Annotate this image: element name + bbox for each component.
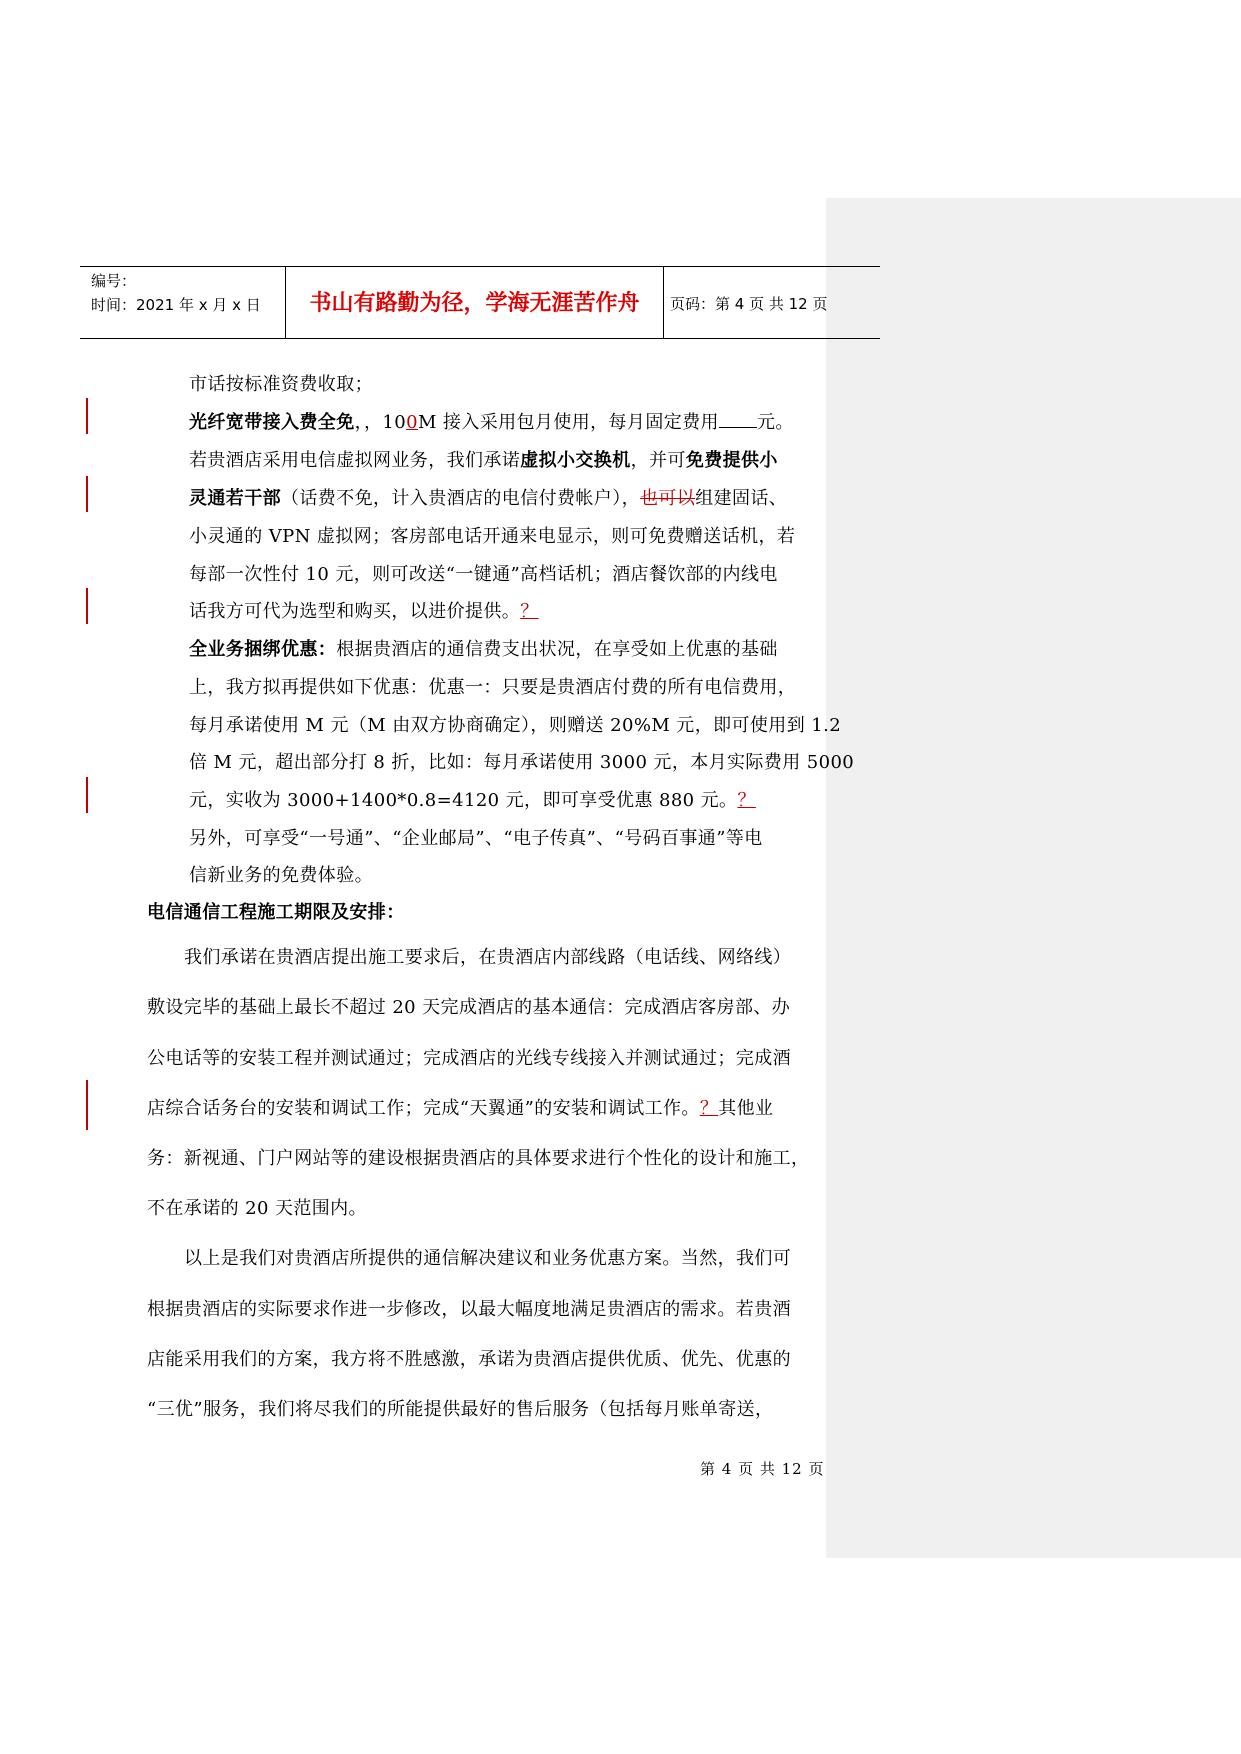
body-line: 另外，可享受“一号通”、“企业邮局”、“电子传真”、“号码百事通”等电 xyxy=(189,828,763,849)
number-label: 编号： xyxy=(91,272,137,290)
header-meta xyxy=(91,269,281,317)
deleted-text: 也可以 xyxy=(640,488,696,509)
body-line: 灵通若干部（话费不免，计入贵酒店的电信付费帐户），也可以组建固话、 xyxy=(189,488,788,509)
paragraph-line: 敷设完毕的基础上最长不超过 20 天完成酒店的基本通信：完成酒店客房部、办 xyxy=(147,997,791,1018)
inserted-mark: ？ xyxy=(699,1098,719,1119)
fill-blank xyxy=(719,411,757,428)
inserted-mark: ？ xyxy=(737,790,756,811)
change-bar xyxy=(86,777,88,813)
paragraph-line: 公电话等的安装工程并测试通过；完成酒店的光线专线接入并测试通过；完成酒 xyxy=(147,1048,791,1069)
date-label: 时间：2021 年 x 月 x 日 xyxy=(91,296,261,314)
section-heading: 电信通信工程施工期限及安排： xyxy=(147,902,405,923)
inserted-mark: ？ xyxy=(520,601,539,622)
body-line: 话我方可代为选型和购买，以进价提供。？ xyxy=(189,601,539,622)
body-line: 每部一次性付 10 元，则可改送“一键通”高档话机；酒店餐饮部的内线电 xyxy=(189,564,778,585)
paragraph-line: 务：新视通、门户网站等的建设根据贵酒店的具体要求进行个性化的设计和施工， xyxy=(147,1148,810,1169)
paragraph-line: 店综合话务台的安装和调试工作；完成“天翼通”的安装和调试工作。？其他业 xyxy=(147,1098,774,1119)
inserted-text: 0 xyxy=(406,412,418,433)
header-page-number: 页码：第 4 页 共 12 页 xyxy=(670,295,828,313)
body-line: 每月承诺使用 M 元（M 由双方协商确定），则赠送 20%M 元，即可使用到 1.2 xyxy=(189,715,842,736)
change-bar xyxy=(86,1080,88,1130)
paragraph-line: 店能采用我们的方案，我方将不胜感激，承诺为贵酒店提供优质、优先、优惠的 xyxy=(147,1349,791,1370)
paragraph-line: 不在承诺的 20 天范围内。 xyxy=(147,1198,367,1219)
body-line: 若贵酒店采用电信虚拟网业务，我们承诺虚拟小交换机，并可免费提供小 xyxy=(189,450,778,471)
body-line: 信新业务的免费体验。 xyxy=(189,865,373,886)
body-line: 上，我方拟再提供如下优惠：优惠一：只要是贵酒店付费的所有电信费用， xyxy=(189,677,797,698)
body-line: 市话按标准资费收取； xyxy=(189,374,373,395)
paragraph-line: “三优”服务，我们将尽我们的所能提供最好的售后服务（包括每月账单寄送， xyxy=(147,1399,774,1420)
header-divider xyxy=(663,266,664,339)
body-line: 倍 M 元，超出部分打 8 折，比如：每月承诺使用 3000 元，本月实际费用 5000 xyxy=(189,752,855,773)
change-bar xyxy=(86,398,88,434)
header-top-border xyxy=(80,266,880,267)
body-line: 光纤宽带接入费全免，，100M 接入采用包月使用，每月固定费用 元。 xyxy=(189,412,794,433)
comment-pane xyxy=(826,198,1241,1558)
body-line: 元，实收为 3000+1400*0.8=4120 元，即可享受优惠 880 元。？ xyxy=(189,790,756,811)
header-bottom-border xyxy=(80,338,880,339)
paragraph-line: 以上是我们对贵酒店所提供的通信解决建议和业务优惠方案。当然，我们可 xyxy=(184,1248,792,1269)
change-bar xyxy=(86,588,88,624)
header-motto: 书山有路勤为径，学海无涯苦作舟 xyxy=(309,291,640,316)
paragraph-line: 根据贵酒店的实际要求作进一步修改，以最大幅度地满足贵酒店的需求。若贵酒 xyxy=(147,1299,791,1320)
change-bar xyxy=(86,476,88,512)
body-line: 小灵通的 VPN 虚拟网；客房部电话开通来电显示，则可免费赠送话机，若 xyxy=(189,526,796,547)
paragraph-line: 我们承诺在贵酒店提出施工要求后，在贵酒店内部线路（电话线、网络线） xyxy=(184,947,792,968)
page-footer: 第 4 页 共 12 页 xyxy=(700,1460,825,1478)
body-line: 全业务捆绑优惠：根据贵酒店的通信费支出状况，在享受如上优惠的基础 xyxy=(189,639,778,660)
